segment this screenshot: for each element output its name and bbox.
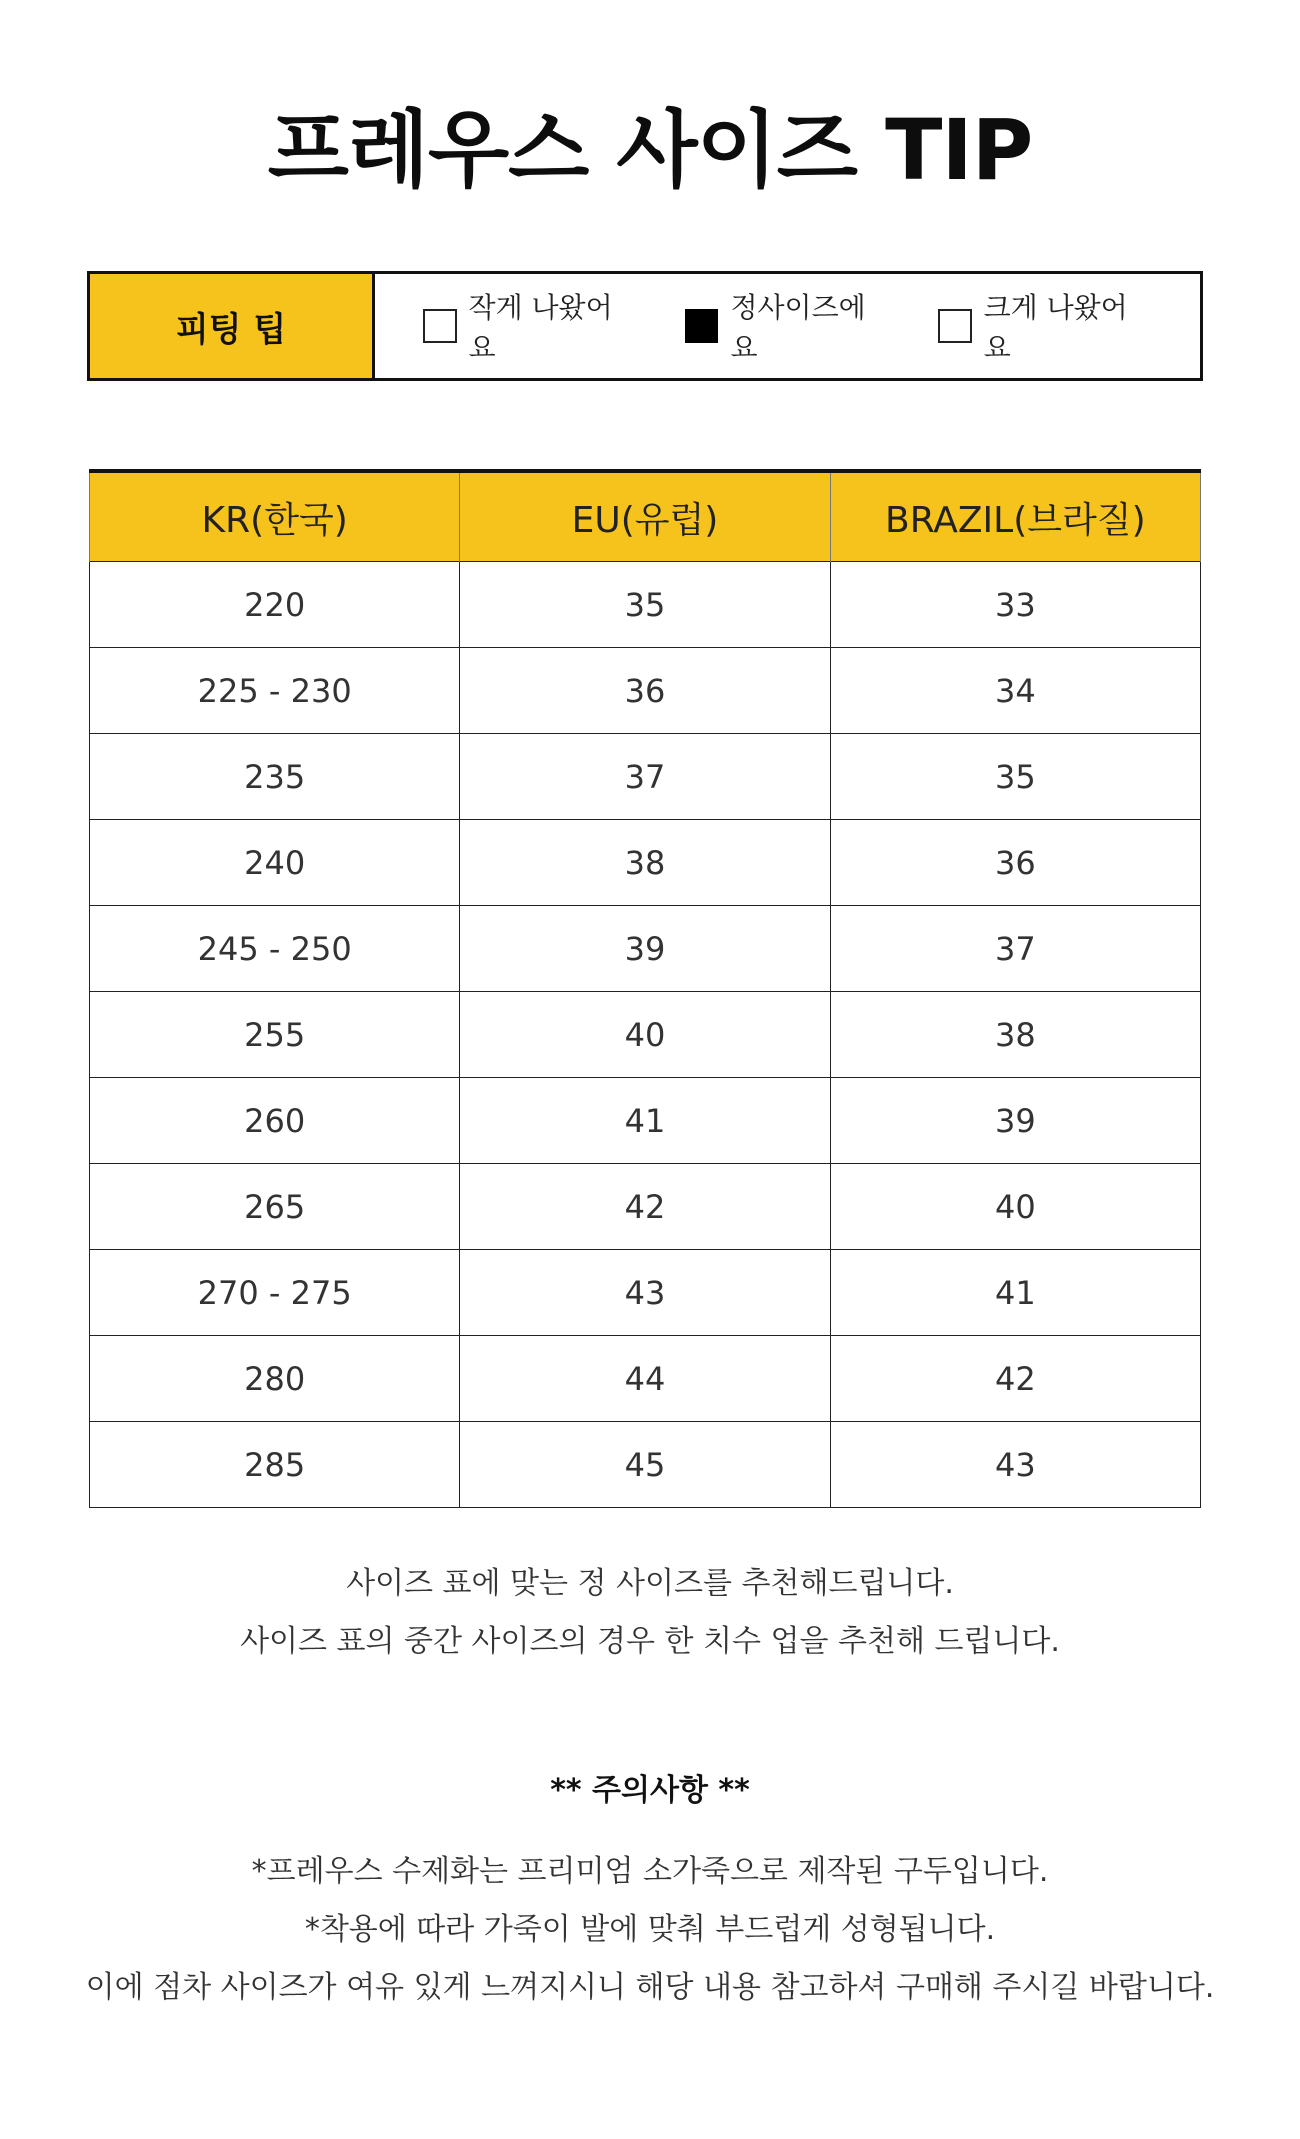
note-line: 사이즈 표에 맞는 정 사이즈를 추천해드립니다. xyxy=(346,1566,954,1601)
size-table xyxy=(89,469,1201,1508)
table-row xyxy=(90,1078,1201,1164)
eu-size-cell: 40 xyxy=(460,992,830,1078)
fitting-tip-label: 피팅 팁 xyxy=(90,274,375,378)
eu-size-cell: 45 xyxy=(460,1422,830,1508)
caution-title: ** 주의사항 ** xyxy=(550,1773,750,1808)
table-row xyxy=(90,562,1201,648)
table-row xyxy=(90,992,1201,1078)
brazil-size-cell: 34 xyxy=(830,648,1200,734)
table-row xyxy=(90,1422,1201,1508)
page-title: 프레우스 사이즈 TIP xyxy=(267,101,1033,199)
brazil-size-cell: 42 xyxy=(830,1336,1200,1422)
size-recommendation-notes xyxy=(0,1555,1300,1671)
table-row xyxy=(90,820,1201,906)
eu-size-cell: 36 xyxy=(460,648,830,734)
brazil-size-cell: 41 xyxy=(830,1250,1200,1336)
eu-size-cell: 43 xyxy=(460,1250,830,1336)
fit-option-large-label: 크게 나왔어요 xyxy=(983,291,1128,364)
table-row xyxy=(90,906,1201,992)
caution-line: *프레우스 수제화는 프리미엄 소가죽으로 제작된 구두입니다. xyxy=(251,1854,1049,1889)
kr-size-cell: 270 - 275 xyxy=(90,1250,460,1336)
table-row xyxy=(90,648,1201,734)
note-line: 사이즈 표의 중간 사이즈의 경우 한 치수 업을 추천해 드립니다. xyxy=(240,1624,1060,1659)
eu-size-cell: 42 xyxy=(460,1164,830,1250)
brazil-size-cell: 37 xyxy=(830,906,1200,992)
caution-line: 이에 점차 사이즈가 여유 있게 느껴지시니 해당 내용 참고하셔 구매해 주시길 바랍니다. xyxy=(85,1970,1215,2005)
fit-option-small-label: 작게 나왔어요 xyxy=(468,291,613,364)
brazil-size-cell: 40 xyxy=(830,1164,1200,1250)
table-row xyxy=(90,734,1201,820)
brazil-size-cell: 33 xyxy=(830,562,1200,648)
kr-size-cell: 240 xyxy=(90,820,460,906)
header-eu: EU(유럽) xyxy=(460,471,830,562)
fit-option-true-size-label: 정사이즈에요 xyxy=(730,291,866,364)
brazil-size-cell: 35 xyxy=(830,734,1200,820)
fitting-tip-options xyxy=(375,274,1200,378)
brazil-size-cell: 39 xyxy=(830,1078,1200,1164)
kr-size-cell: 260 xyxy=(90,1078,460,1164)
eu-size-cell: 37 xyxy=(460,734,830,820)
eu-size-cell: 39 xyxy=(460,906,830,992)
kr-size-cell: 255 xyxy=(90,992,460,1078)
size-table-header xyxy=(90,471,1201,562)
kr-size-cell: 265 xyxy=(90,1164,460,1250)
checkbox-true-size[interactable] xyxy=(685,309,719,343)
caution-line: *착용에 따라 가죽이 발에 맞춰 부드럽게 성형됩니다. xyxy=(304,1912,996,1947)
fitting-tip-box xyxy=(87,271,1203,381)
eu-size-cell: 44 xyxy=(460,1336,830,1422)
table-row xyxy=(90,1250,1201,1336)
header-brazil: BRAZIL(브라질) xyxy=(830,471,1200,562)
eu-size-cell: 41 xyxy=(460,1078,830,1164)
brazil-size-cell: 36 xyxy=(830,820,1200,906)
kr-size-cell: 235 xyxy=(90,734,460,820)
table-row xyxy=(90,1164,1201,1250)
eu-size-cell: 38 xyxy=(460,820,830,906)
fit-option-true-size[interactable] xyxy=(685,286,890,366)
fit-option-small[interactable] xyxy=(423,286,637,366)
brazil-size-cell: 43 xyxy=(830,1422,1200,1508)
kr-size-cell: 285 xyxy=(90,1422,460,1508)
table-row xyxy=(90,1336,1201,1422)
kr-size-cell: 220 xyxy=(90,562,460,648)
kr-size-cell: 280 xyxy=(90,1336,460,1422)
checkbox-small[interactable] xyxy=(423,309,457,343)
kr-size-cell: 245 - 250 xyxy=(90,906,460,992)
header-kr: KR(한국) xyxy=(90,471,460,562)
checkbox-large[interactable] xyxy=(938,309,972,343)
brazil-size-cell: 38 xyxy=(830,992,1200,1078)
fit-option-large[interactable] xyxy=(938,286,1152,366)
eu-size-cell: 35 xyxy=(460,562,830,648)
kr-size-cell: 225 - 230 xyxy=(90,648,460,734)
caution-notes xyxy=(0,1843,1300,2017)
